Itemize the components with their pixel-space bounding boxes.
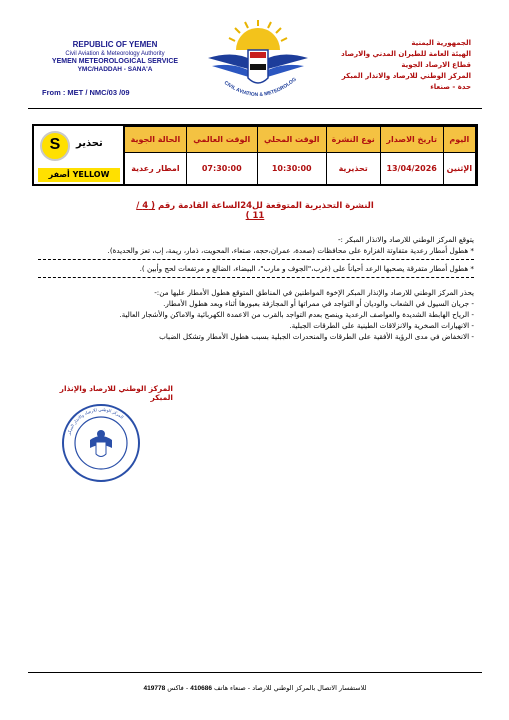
location-en: YMC/HADDAH - SANA'A	[77, 66, 153, 73]
contact-footer	[100, 684, 410, 692]
column-header: نوع النشرة	[326, 127, 380, 153]
bulletin-value-row	[125, 153, 476, 185]
local-time-value: 10:30:00	[257, 153, 326, 185]
alert-sun-icon: S	[40, 131, 70, 161]
bulletin-type-value: تحذيرية	[326, 153, 380, 185]
utc-time-value: 07:30:00	[186, 153, 257, 185]
warning-item-3: - الانهيارات الصخرية والانزلاقات الطينية على الطرقات الجبلية.	[289, 321, 474, 330]
alert-word: تحذير	[76, 138, 103, 149]
authority-logo	[204, 20, 312, 106]
logo-caption: CIVIL AVIATION & METEOROLOG	[222, 76, 298, 99]
signature-label: المركز الوطني للارصاد والإنذار المبكر	[59, 384, 173, 402]
alert-level-badge: أصفر YELLOW	[38, 168, 120, 182]
column-header: الحالة الجوية	[125, 127, 187, 153]
from-reference: From : MET / NMC/03 /09	[42, 88, 130, 97]
issue-date-value: 13/04/2026	[380, 153, 443, 185]
service-name-en: YEMEN METEOROLOGICAL SERVICE	[51, 58, 179, 65]
weather-condition-value: امطار رعدية	[125, 153, 187, 185]
forecast-item-2: * هطول أمطار متفرقة يصحبها الرعد أحياناً على (غرب،"الجوف و مارب"، البيضاء، الضالع و مرتفعات لحج وأبين ).	[139, 264, 474, 273]
column-header: اليوم	[443, 127, 475, 153]
arabic-header	[301, 38, 471, 93]
bulletin-info-box	[32, 124, 478, 186]
bulletin-number: ( 4 / 11 )	[136, 201, 265, 221]
forecast-intro: يتوقع المركز الوطني للارصاد والانذار المبكر :-	[337, 235, 474, 244]
english-header	[30, 40, 200, 73]
sector-name-ar: قطاع الارصاد الجوية	[401, 61, 471, 69]
bulletin-title	[130, 201, 380, 221]
phone-number: 410686	[190, 685, 212, 692]
header-divider	[28, 108, 482, 109]
forecast-item-1: * هطول أمطار رعدية متفاوتة الغزارة على محافظات (صعدة، عمران،حجه، صنعاء، المحويت، ذمار، ريمة، إب، تعز والحديدة).	[107, 246, 474, 255]
stamp-ring-text: المركز الوطني للارصاد والانذار المبكر	[66, 406, 125, 436]
warning-item-2: - الرياح الهابطة الشديدة والعواصف الرعدية وينصح بعدم التواجد بالقرب من الاعمدة الكهربائية والاماكن والأشجار العالية.	[119, 310, 474, 319]
authority-name-ar: الهيئة العامة للطيران المدني والارصاد	[341, 50, 471, 58]
official-stamp	[60, 402, 142, 484]
warning-item-4: - الانخفاض في مدى الرؤية الأفقية على الطرقات والمنحدرات الجبلية بسبب هطول الأمطار وتشكل الضباب	[159, 332, 474, 341]
contact-text: للاستفسار الاتصال بالمركز الوطني للارصاد - صنعاء هاتف	[214, 684, 367, 692]
column-header: الوقت المحلي	[257, 127, 326, 153]
warning-item-1: - جريان السيول في الشعاب والوديان أو التواجد في ممراتها أو المجازفة بعبورها أثناء وبعد هطول الأمطار.	[163, 299, 474, 308]
dashed-divider	[38, 259, 474, 260]
bulletin-table	[124, 126, 476, 185]
country-name-en: REPUBLIC OF YEMEN	[72, 40, 158, 49]
alert-indicator	[34, 126, 124, 184]
warning-intro: يحذر المركز الوطني للارصاد والإنذار المبكر الإخوة المواطنين في المناطق المتوقع هطول الأمطار عليها من:-	[154, 288, 474, 297]
column-header: الوقت العالمي	[186, 127, 257, 153]
day-value: الإثنين	[443, 153, 475, 185]
country-name-ar: الجمهورية اليمنية	[411, 39, 471, 47]
bulletin-header-row	[125, 127, 476, 153]
bulletin-body	[38, 234, 474, 342]
center-name-ar: المركز الوطني للارصاد والانذار المبكر	[341, 72, 471, 80]
location-ar: حدة - صنعاء	[430, 83, 471, 91]
dashed-divider	[38, 277, 474, 278]
column-header: تاريخ الاصدار	[380, 127, 443, 153]
fax-number: 419778	[143, 685, 166, 692]
footer-divider	[28, 672, 482, 673]
authority-name-en: Civil Aviation & Meteorology Authority	[65, 51, 165, 57]
bulletin-title-text: النشرة التحذيرية المتوقعة لل24الساعة القادمة رقم	[158, 201, 374, 211]
fax-label: - فاكس	[167, 684, 189, 692]
